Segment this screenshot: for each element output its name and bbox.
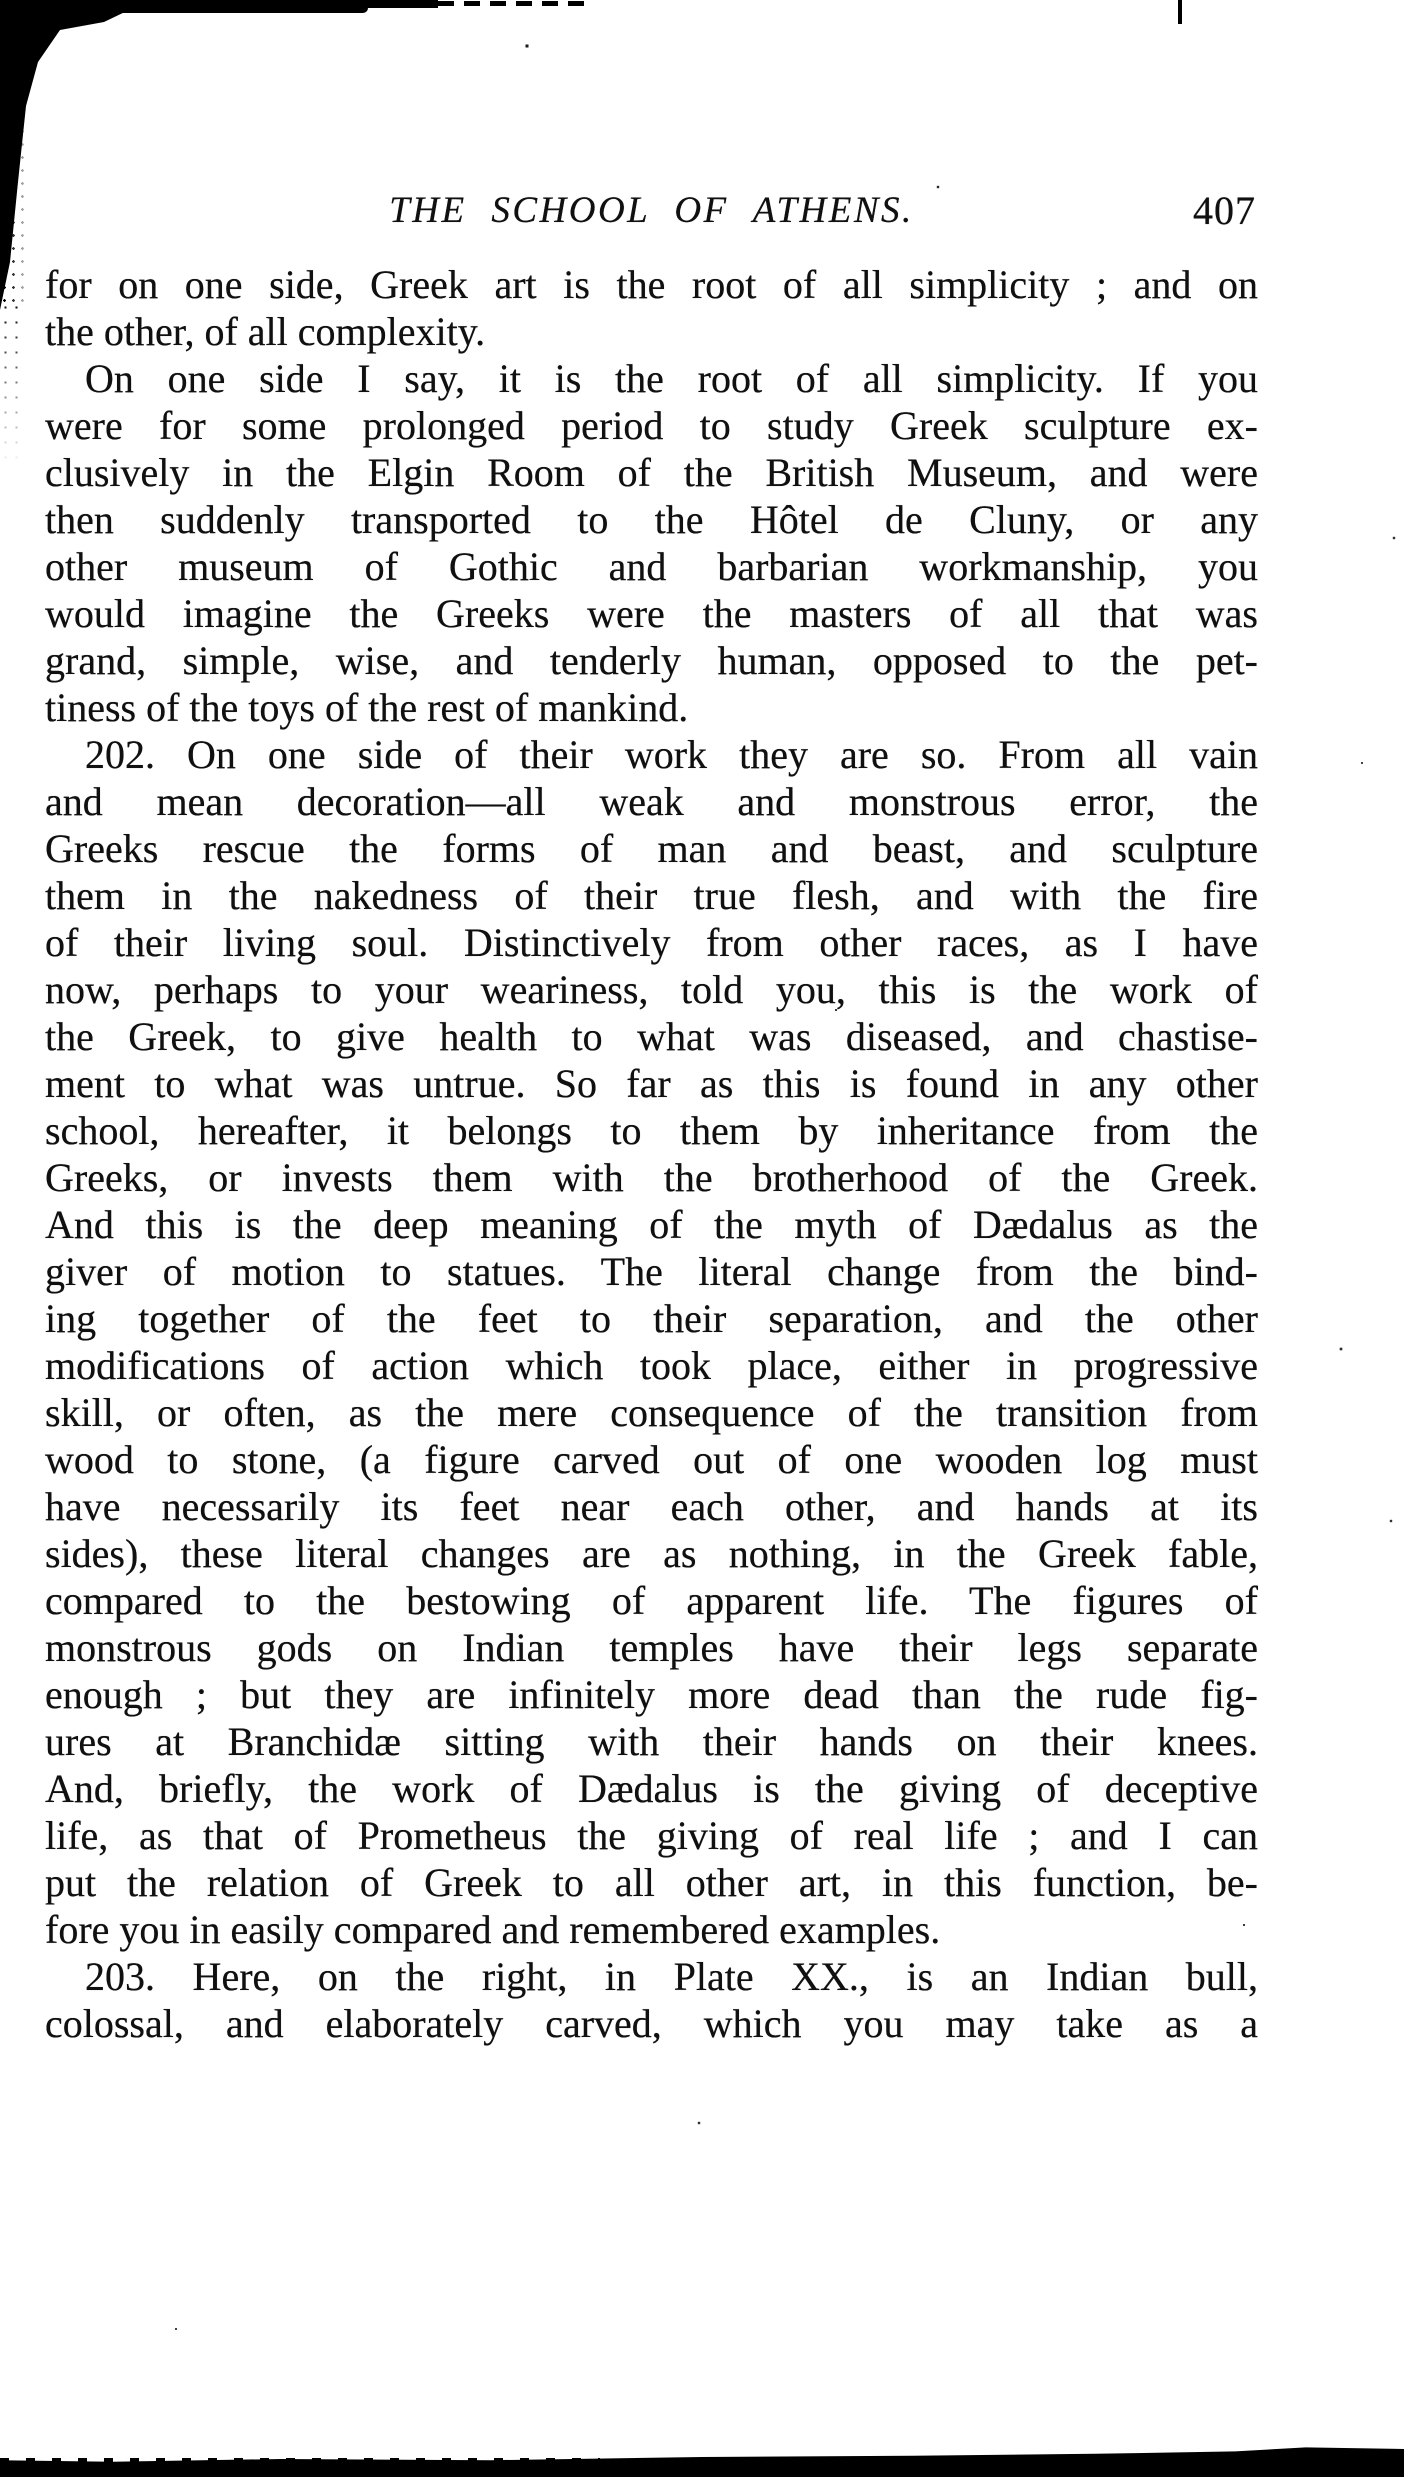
scan-artifact-top-edge-thin [366, 0, 438, 8]
text-line: tiness of the toys of the rest of mankind. [45, 685, 689, 730]
text-line: 203. Here, on the right, in Plate XX., is an Indian bull, [85, 1954, 1258, 1999]
text-line: giver of motion to statues. The literal change from the bind- [45, 1249, 1258, 1294]
text-line: skill, or often, as the mere consequence of the transition from [45, 1390, 1258, 1435]
text-line: colossal, and elaborately carved, which you may take as a [45, 2001, 1258, 2046]
text-line: and mean decoration—all weak and monstrous error, the [45, 779, 1258, 824]
text-line: then suddenly transported to the Hôtel de Cluny, or any [45, 497, 1258, 542]
scan-artifact-bottom-edge [0, 2437, 1404, 2477]
text-line: of their living soul. Distinctively from other races, as I have [45, 920, 1258, 965]
running-header [45, 186, 1258, 236]
text-line: sides), these literal changes are as nothing, in the Greek fable, [45, 1531, 1258, 1576]
text-line: would imagine the Greeks were the masters of all that was [45, 591, 1258, 636]
text-line: monstrous gods on Indian temples have their legs separate [45, 1625, 1258, 1670]
scan-artifact-top-dashes [438, 1, 588, 6]
text-line: Greeks rescue the forms of man and beast, and sculpture [45, 826, 1258, 871]
text-line: On one side I say, it is the root of all simplicity. If you [85, 356, 1258, 401]
text-line: ment to what was untrue. So far as this is found in any other [45, 1061, 1258, 1106]
text-line: the Greek, to give health to what was diseased, and chastise- [45, 1014, 1258, 1059]
scan-artifact-bottom-dashes [0, 2458, 600, 2462]
text-line: fore you in easily compared and remembered examples. [45, 1907, 941, 1952]
text-line: school, hereafter, it belongs to them by inheritance from the [45, 1108, 1258, 1153]
text-line: have necessarily its feet near each other, and hands at its [45, 1484, 1258, 1529]
text-line: other museum of Gothic and barbarian workmanship, you [45, 544, 1258, 589]
text-line: And, briefly, the work of Dædalus is the giving of deceptive [45, 1766, 1258, 1811]
text-line: ing together of the feet to their separation, and the other [45, 1296, 1258, 1341]
text-line: the other, of all complexity. [45, 309, 486, 354]
text-line: And this is the deep meaning of the myth of Dædalus as the [45, 1202, 1258, 1247]
text-line: modifications of action which took place, either in progressive [45, 1343, 1258, 1388]
text-line: ures at Branchidæ sitting with their hands on their knees. [45, 1719, 1258, 1764]
text-line: life, as that of Prometheus the giving of real life ; and I can [45, 1813, 1258, 1858]
text-line: grand, simple, wise, and tenderly human, opposed to the pet- [45, 638, 1258, 683]
running-header-title: THE SCHOOL OF ATHENS. [389, 190, 914, 231]
text-line: put the relation of Greek to all other art, in this function, be- [45, 1860, 1258, 1905]
text-line: were for some prolonged period to study Greek sculpture ex- [45, 403, 1258, 448]
text-line: for on one side, Greek art is the root of all simplicity ; and on [45, 262, 1258, 307]
scan-artifact-left-speckle [0, 60, 30, 310]
text-line: now, perhaps to your weariness, told you, this is the work of [45, 967, 1258, 1012]
text-line: compared to the bestowing of apparent life. The figures of [45, 1578, 1258, 1623]
text-line: Greeks, or invests them with the brotherhood of the Greek. [45, 1155, 1258, 1200]
body-text [45, 261, 1258, 2047]
text-line: enough ; but they are infinitely more dead than the rude fig- [45, 1672, 1258, 1717]
text-line: them in the nakedness of their true flesh, and with the fire [45, 873, 1258, 918]
scan-artifact-top-right-tick [1178, 0, 1182, 24]
page-number: 407 [1193, 188, 1256, 233]
text-line: 202. On one side of their work they are so. From all vain [85, 732, 1258, 777]
text-line: wood to stone, (a figure carved out of one wooden log must [45, 1437, 1258, 1482]
text-line: clusively in the Elgin Room of the British Museum, and were [45, 450, 1258, 495]
scan-artifact-left-speckle-fade [0, 300, 20, 490]
